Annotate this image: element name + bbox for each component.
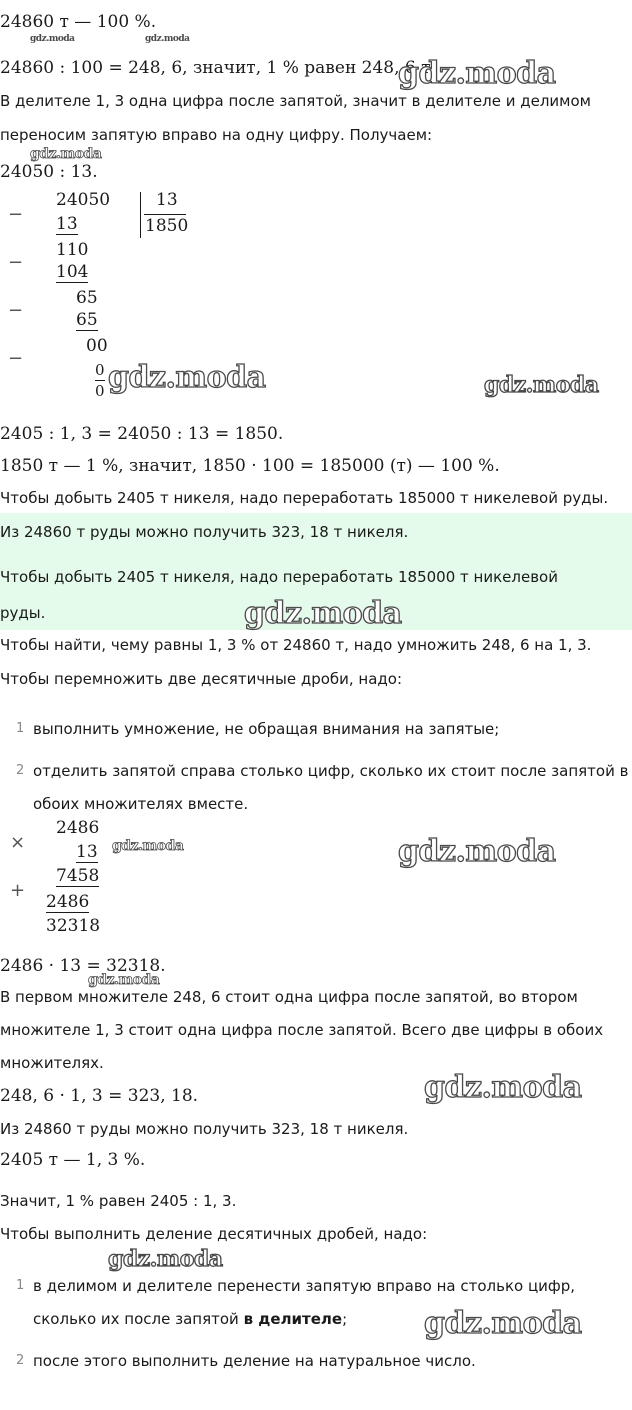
times-sign: × xyxy=(10,832,26,853)
watermark: gdz.moda xyxy=(424,1070,582,1105)
watermark: gdz.moda xyxy=(108,1246,223,1272)
list-item xyxy=(33,1310,347,1328)
division-bar xyxy=(140,192,141,238)
watermark: gdz.moda xyxy=(398,834,556,869)
division-remainder: 0 xyxy=(95,382,105,400)
answer-line-2: Чтобы добыть 2405 т никеля, надо переработать 185000 т никелевой xyxy=(0,568,558,586)
watermark: gdz.moda xyxy=(145,34,190,44)
answer-line-1: Из 24860 т руды можно получить 323, 18 т никеля. xyxy=(0,523,409,541)
division-step: 0 xyxy=(95,361,105,379)
para-factors-2: множителе 1, 3 стоит одна цифра после запятой. Всего две цифры в обоих xyxy=(0,1021,604,1039)
division-step: 104 xyxy=(56,262,89,282)
watermark: gdz.moda xyxy=(112,838,184,854)
division-remainder: 65 xyxy=(76,288,98,308)
line-percent-2: 2405 т — 1, 3 %. xyxy=(0,1150,146,1170)
watermark: gdz.moda xyxy=(484,372,599,398)
division-divisor: 13 xyxy=(156,190,178,210)
division-step: 65 xyxy=(76,310,98,330)
line-hundred-percent: 1850 т — 1 %, значит, 1850 · 100 = 185000 (т) — 100 %. xyxy=(0,456,500,476)
para-divisor-2: переносим запятую вправо на одну цифру. Получаем: xyxy=(0,126,433,144)
para-factors-3: множителях. xyxy=(0,1054,104,1072)
list-item-text: сколько их после запятой xyxy=(33,1310,244,1328)
mult-factor-a: 2486 xyxy=(56,818,100,838)
mult-partial-1: 7458 xyxy=(56,866,100,886)
division-dividend: 24050 xyxy=(56,190,111,210)
minus-sign: − xyxy=(8,348,24,369)
list-item: в делимом и делителе перенести запятую вправо на столько цифр, xyxy=(33,1277,576,1295)
watermark: gdz.moda xyxy=(30,34,75,44)
list-number: 2 xyxy=(16,1353,25,1368)
list-item: отделить запятой справа столько цифр, сколько их стоит после запятой в xyxy=(33,762,629,780)
line-one-percent: 24860 : 100 = 248, 6, значит, 1 % равен 248, 6 т. xyxy=(0,58,436,78)
para-find: Чтобы найти, чему равны 1, 3 % от 24860 т, надо умножить 248, 6 на 1, 3. xyxy=(0,636,592,654)
mult-factor-b: 13 xyxy=(76,842,98,862)
answer-line-3: руды. xyxy=(0,604,46,622)
line-mult-result: 2486 · 13 = 32318. xyxy=(0,956,166,976)
line-percent: 24860 т — 100 %. xyxy=(0,12,157,32)
watermark: gdz.moda xyxy=(30,146,102,162)
list-item: обоих множителях вместе. xyxy=(33,795,249,813)
division-quotient: 1850 xyxy=(145,216,189,236)
list-number: 2 xyxy=(16,763,25,778)
para-multiply-rule: Чтобы перемножить две десятичные дроби, надо: xyxy=(0,670,403,688)
list-item: после этого выполнить деление на натуральное число. xyxy=(33,1352,476,1370)
line-therefore: Значит, 1 % равен 2405 : 1, 3. xyxy=(0,1192,237,1210)
line-division-result: 2405 : 1, 3 = 24050 : 13 = 1850. xyxy=(0,424,284,444)
division-remainder: 00 xyxy=(86,336,108,356)
line-conclusion: Чтобы добыть 2405 т никеля, надо переработать 185000 т никелевой руды. xyxy=(0,489,609,507)
plus-sign: + xyxy=(10,880,26,901)
division-step: 13 xyxy=(56,214,78,234)
watermark: gdz.moda xyxy=(88,972,160,988)
quotient-line xyxy=(144,214,186,215)
line-product: 248, 6 · 1, 3 = 323, 18. xyxy=(0,1086,199,1106)
watermark: gdz.moda xyxy=(398,56,556,91)
minus-sign: − xyxy=(8,252,24,273)
watermark: gdz.moda xyxy=(424,1306,582,1341)
para-division-rule: Чтобы выполнить деление десятичных дробей, надо: xyxy=(0,1225,428,1243)
para-factors-1: В первом множителе 248, 6 стоит одна цифра после запятой, во втором xyxy=(0,988,578,1006)
minus-sign: − xyxy=(8,300,24,321)
para-divisor-1: В делителе 1, 3 одна цифра после запятой, значит в делителе и делимом xyxy=(0,92,591,110)
mult-partial-2: 2486 xyxy=(46,892,90,912)
watermark: gdz.moda xyxy=(244,596,402,631)
list-item-tail: ; xyxy=(342,1310,348,1328)
mult-result: 32318 xyxy=(46,916,101,936)
watermark: gdz.moda xyxy=(108,360,266,395)
division-remainder: 110 xyxy=(56,240,89,260)
list-number: 1 xyxy=(16,721,25,736)
list-number: 1 xyxy=(16,1278,25,1293)
line-expression: 24050 : 13. xyxy=(0,162,98,182)
minus-sign: − xyxy=(8,204,24,225)
list-item: выполнить умножение, не обращая внимания на запятые; xyxy=(33,720,500,738)
emphasis: в делителе xyxy=(243,1310,343,1328)
line-nickel: Из 24860 т руды можно получить 323, 18 т никеля. xyxy=(0,1120,409,1138)
